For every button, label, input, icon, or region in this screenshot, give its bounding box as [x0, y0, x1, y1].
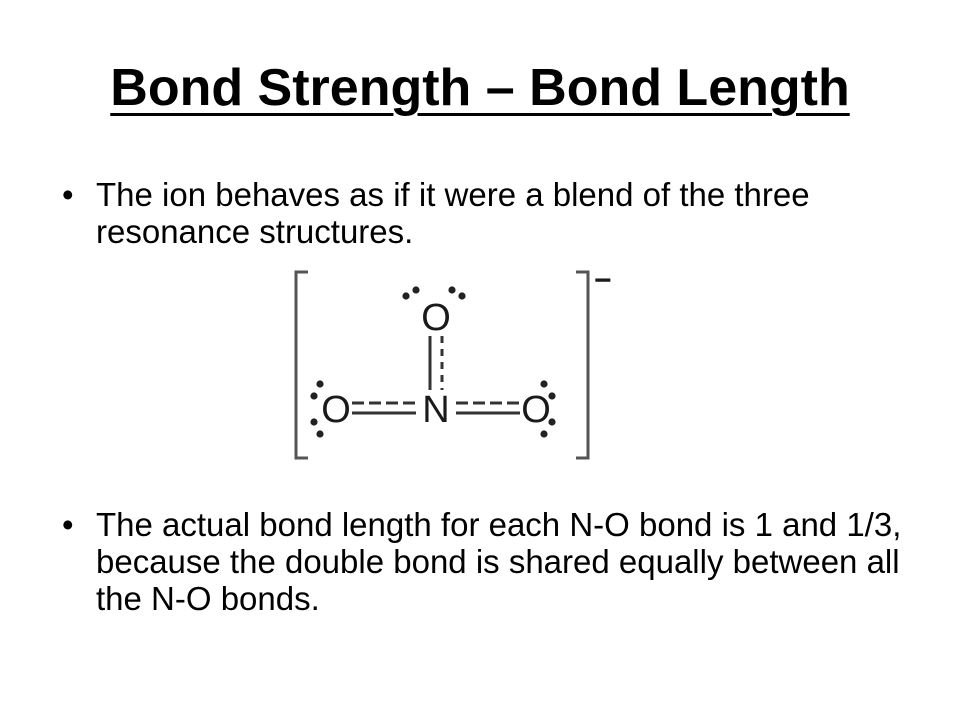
bond-n-o-right — [456, 403, 520, 413]
slide-title: Bond Strength – Bond Length — [110, 59, 850, 117]
atom-oxygen-right: O — [521, 389, 551, 431]
bracket-right — [576, 272, 588, 458]
nitrate-lewis-diagram — [280, 262, 640, 468]
bullet-item — [62, 506, 922, 617]
bullet-text: The ion behaves as if it were a blend of the three resonance structures. — [96, 176, 810, 250]
bracket-left — [296, 272, 308, 458]
bullet-marker: • — [62, 506, 74, 543]
bond-n-o-top — [430, 336, 442, 390]
atom-oxygen-top: O — [421, 297, 451, 339]
ion-charge: − — [594, 264, 612, 297]
bullet-marker: • — [62, 176, 74, 213]
bond-n-o-left — [352, 403, 416, 413]
atom-nitrogen-center: N — [422, 389, 450, 431]
bullet-text: The actual bond length for each N-O bond is 1 and 1/3, because the double bond is shared equally between all the N-O bonds. — [96, 506, 902, 617]
resonance-hybrid-structure — [280, 262, 640, 468]
atom-oxygen-left: O — [321, 389, 351, 431]
bullet-item — [62, 176, 922, 250]
